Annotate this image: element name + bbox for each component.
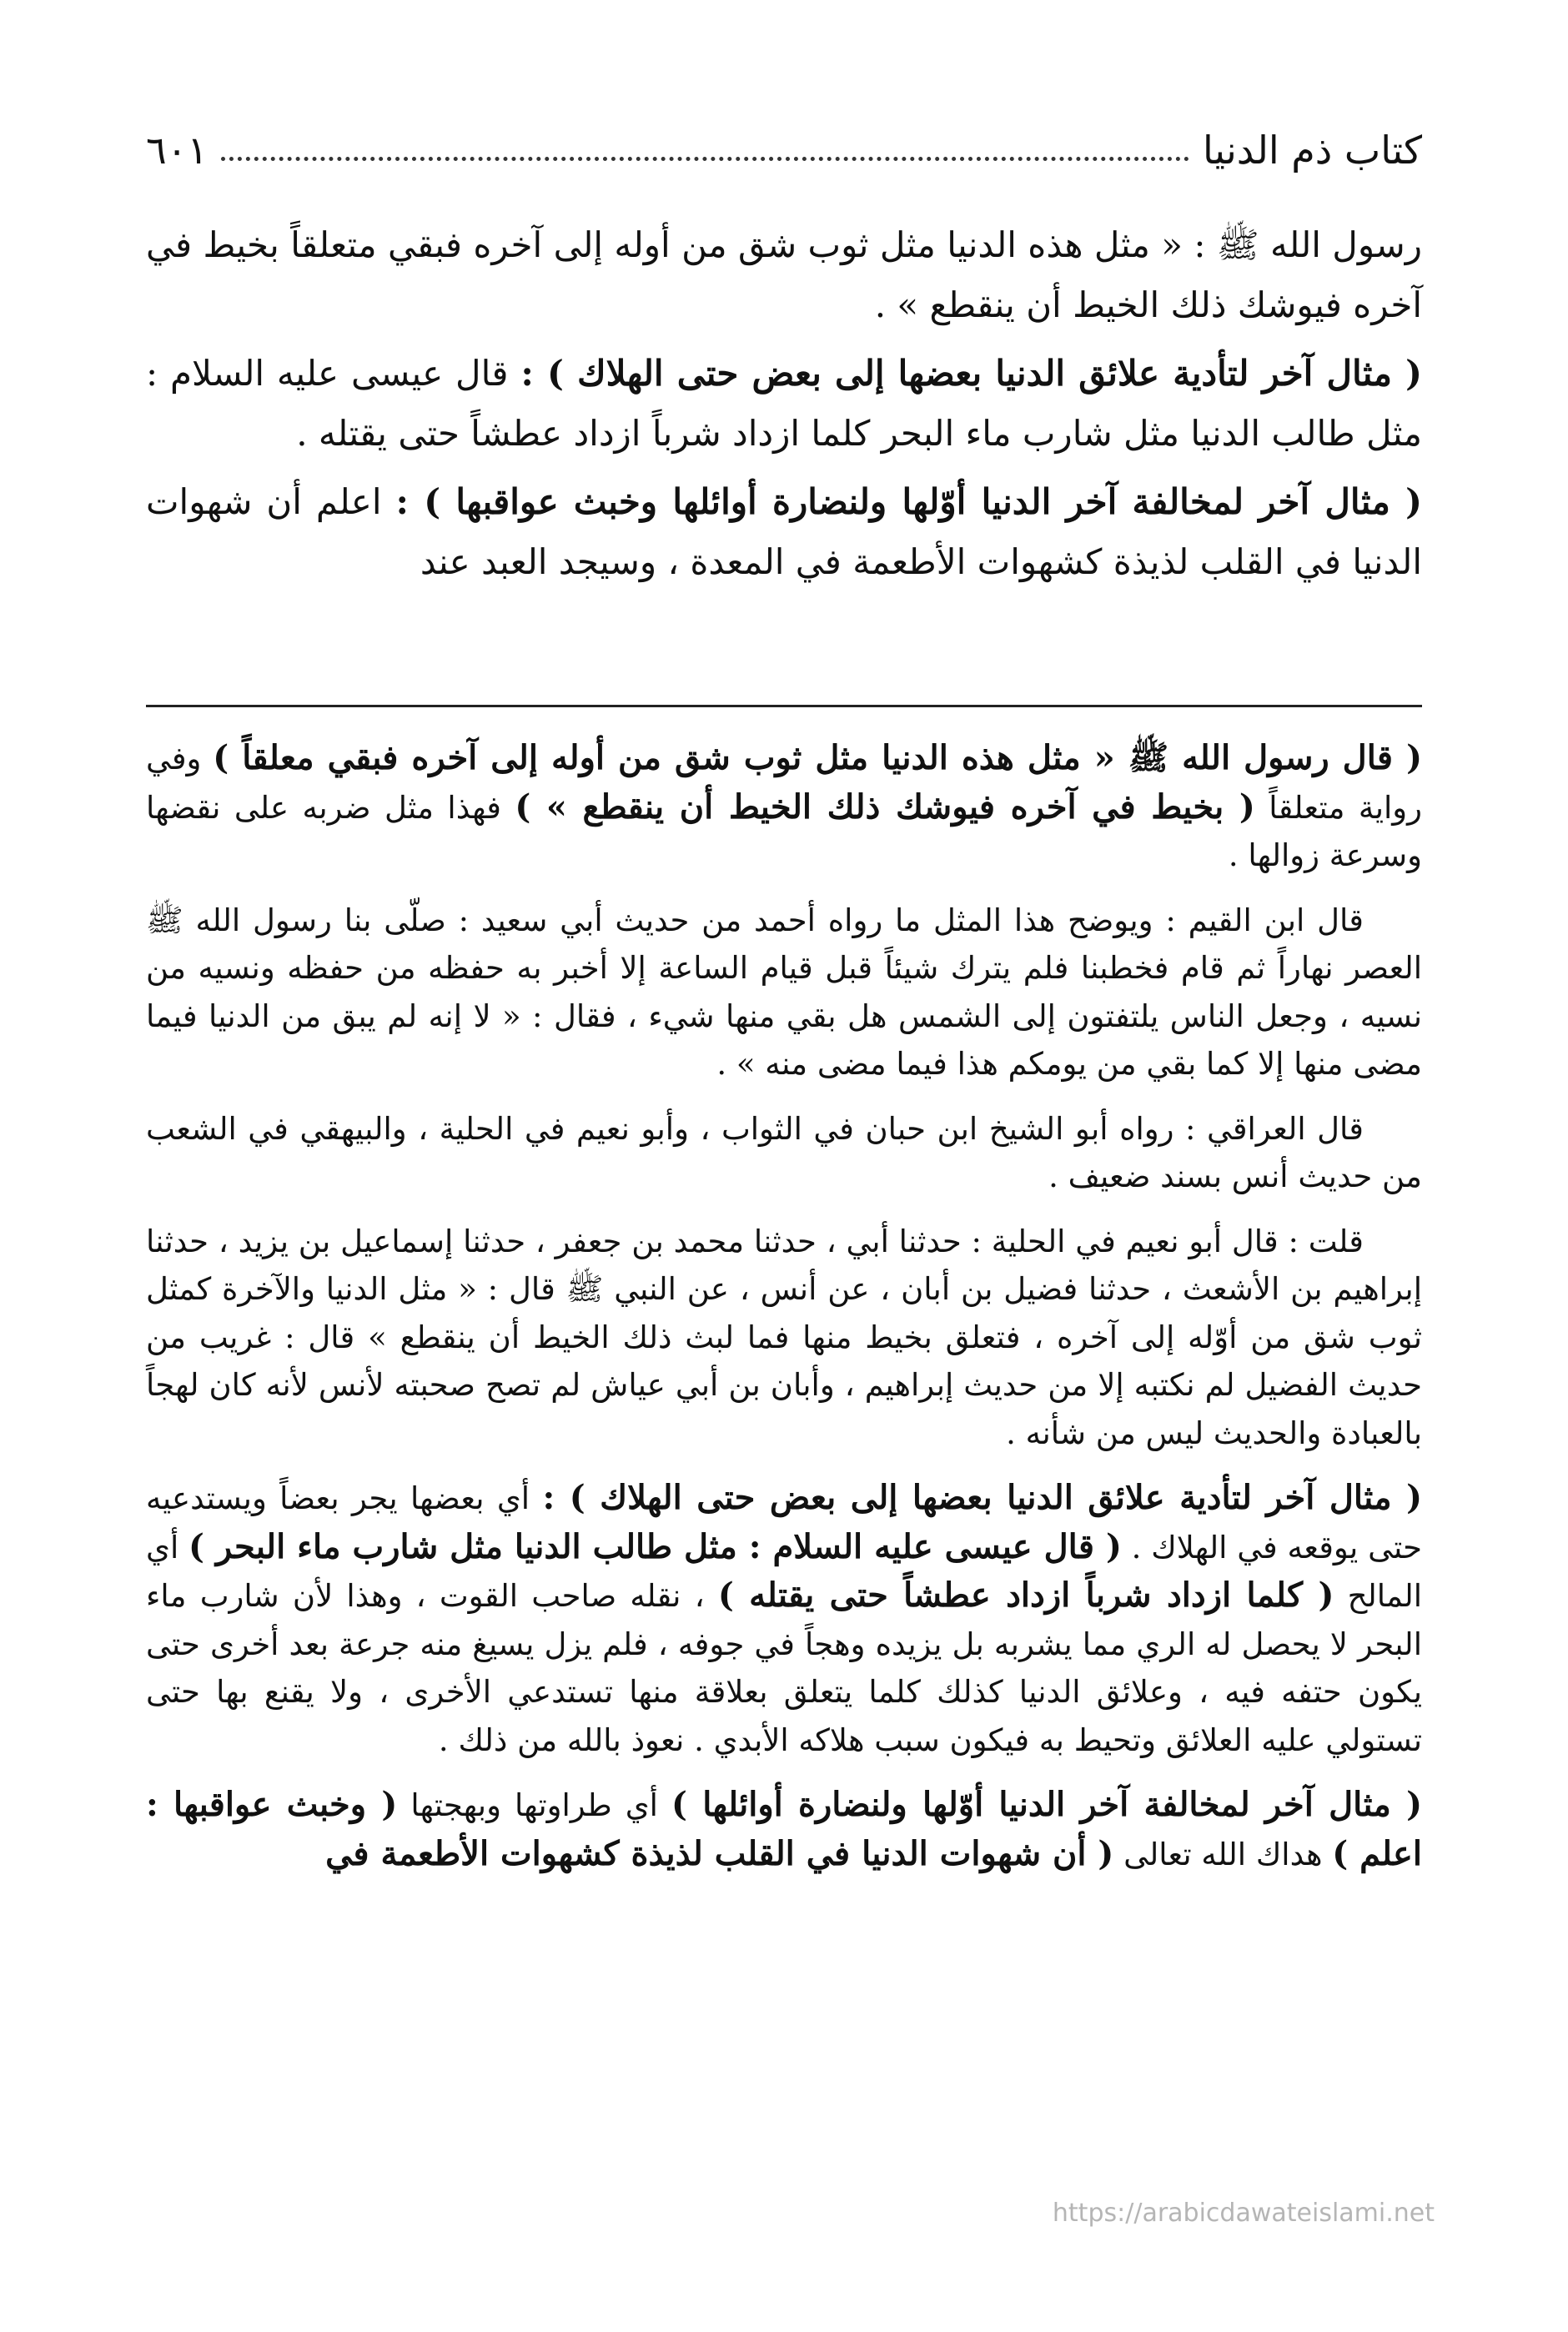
commentary-text-span: ، نقله صاحب القوت ، وهذا لأن شارب ماء البحر لا يحصل له الري مما يشربه بل يزيده وهجاً في جوفه ، فلم يزل يسيغ منه جرعة بعد أخرى حتى يكون حتفه فيه ، وعلائق الدنيا كذلك كلما يتعلق بعلاقة منها تستدعي الأخرى ، ولا يقنع بها حتى تستولي عليه العلائق وتحيط به فيكون سبب هلاكه الأبدي . نعوذ بالله من ذلك . xyxy=(146,1578,1422,1758)
commentary-text-span: قال العراقي : رواه أبو الشيخ ابن حبان في الثواب ، وأبو نعيم في الحلية ، والبيهقي في الشعب من حديث أنس بسند ضعيف . xyxy=(146,1110,1422,1194)
main-paragraph xyxy=(146,472,1422,592)
page-number: ٦٠١ xyxy=(146,128,209,173)
quoted-text: ( قال عيسى عليه السلام : مثل طالب الدنيا مثل شارب ماء البحر ) xyxy=(188,1526,1122,1566)
section-heading: ( مثال آخر لمخالفة آخر الدنيا أوّلها ولنضارة أوائلها وخبث عواقبها ) : xyxy=(395,481,1423,522)
commentary-text-span: أي طراوتها وبهجتها xyxy=(397,1787,672,1823)
main-text-line: قال عيسى عليه السلام : مثل طالب الدنيا مثل شارب ماء البحر كلما ازداد شرباً ازداد عطشاً حتى يقتله . xyxy=(146,353,1422,454)
commentary-text xyxy=(146,734,1422,1895)
watermark-url: https://arabicdawateislami.net xyxy=(1052,2199,1435,2228)
main-paragraph xyxy=(146,215,1422,335)
book-title: كتاب ذم الدنيا xyxy=(1203,128,1422,173)
quoted-text: ( كلما ازداد شرباً ازداد عطشاً حتى يقتله ) xyxy=(717,1576,1334,1615)
commentary-text-span: أي المالح xyxy=(146,1529,1422,1614)
running-header xyxy=(146,117,1422,183)
section-heading: ( مثال آخر لتأدية علائق الدنيا بعضها إلى بعض حتى الهلاك ) : xyxy=(520,353,1423,394)
commentary-paragraph xyxy=(146,1218,1422,1458)
separator-rule xyxy=(146,705,1422,707)
main-text-line: اعلم أن شهوات الدنيا في القلب لذيذة كشهوات الأطعمة في المعدة ، وسيجد العبد عند xyxy=(146,481,1422,582)
quoted-text: ( أن شهوات الدنيا في القلب لذيذة كشهوات الأطعمة في xyxy=(325,1833,1114,1873)
quoted-text: ( وخبث عواقبها : اعلم ) xyxy=(146,1785,1422,1873)
commentary-paragraph xyxy=(146,897,1422,1088)
commentary-text-span: قال ابن القيم : ويوضح هذا المثل ما رواه أحمد من حديث أبي سعيد : صلّى بنا رسول الله ﷺ العصر نهاراً ثم قام فخطبنا فلم يترك شيئاً قبل قيام الساعة إلا أخبر به حفظه من حفظه ونسيه من نسيه ، وجعل الناس يلتفتون إلى الشمس هل بقي منها شيء ، فقال : « لا إنه لم يبق من الدنيا فيما مضى منها إلا كما بقي من يومكم هذا فيما مضى منه » . xyxy=(146,902,1422,1082)
commentary-text-span: فهذا مثل ضربه على نقضها وسرعة زوالها . xyxy=(146,789,1422,873)
commentary-paragraph xyxy=(146,1474,1422,1764)
quoted-text: ( قال رسول الله ﷺ « مثل هذه الدنيا مثل ثوب شق من أوله إلى آخره فبقي معلقاً ) xyxy=(213,738,1423,777)
commentary-text-span: قلت : قال أبو نعيم في الحلية : حدثنا أبي ، حدثنا محمد بن جعفر ، حدثنا إسماعيل بن يزيد ، حدثنا إبراهيم بن الأشعث ، حدثنا فضيل بن أبان ، عن أنس ، عن النبي ﷺ قال : « مثل الدنيا والآخرة كمثل ثوب شق من أوّله إلى آخره ، فتعلق بخيط منها فما لبث ذلك الخيط أن ينقطع » قال : غريب من حديث الفضيل لم نكتبه إلا من حديث إبراهيم ، وأبان بن أبي عياش لم تصح صحبته لأنس لأنه كان لهجاً بالعبادة والحديث ليس من شأنه . xyxy=(146,1223,1422,1451)
commentary-text-span: هداك الله تعالى xyxy=(1113,1836,1333,1872)
commentary-text-span: أي بعضها يجر بعضاً ويستدعيه حتى يوقعه في الهلاك . xyxy=(146,1480,1422,1566)
quoted-text: ( مثال آخر لتأدية علائق الدنيا بعضها إلى بعض حتى الهلاك ) : xyxy=(542,1478,1422,1517)
main-text xyxy=(146,215,1422,601)
header-dot-leader xyxy=(221,157,1189,161)
quoted-text: ( بخيط في آخره فيوشك ذلك الخيط أن ينقطع » ) xyxy=(515,787,1255,827)
quoted-text: ( مثال آخر لمخالفة آخر الدنيا أوّلها ولنضارة أوائلها ) xyxy=(671,1785,1422,1824)
main-paragraph xyxy=(146,344,1422,464)
main-text-line: رسول الله ﷺ : « مثل هذه الدنيا مثل ثوب شق من أوله إلى آخره فبقي متعلقاً بخيط في آخره فيوشك ذلك الخيط أن ينقطع » . xyxy=(146,224,1422,325)
commentary-paragraph xyxy=(146,1105,1422,1201)
commentary-paragraph xyxy=(146,734,1422,880)
commentary-text-span: وفي رواية متعلقاً xyxy=(146,741,1423,826)
commentary-paragraph xyxy=(146,1781,1422,1878)
